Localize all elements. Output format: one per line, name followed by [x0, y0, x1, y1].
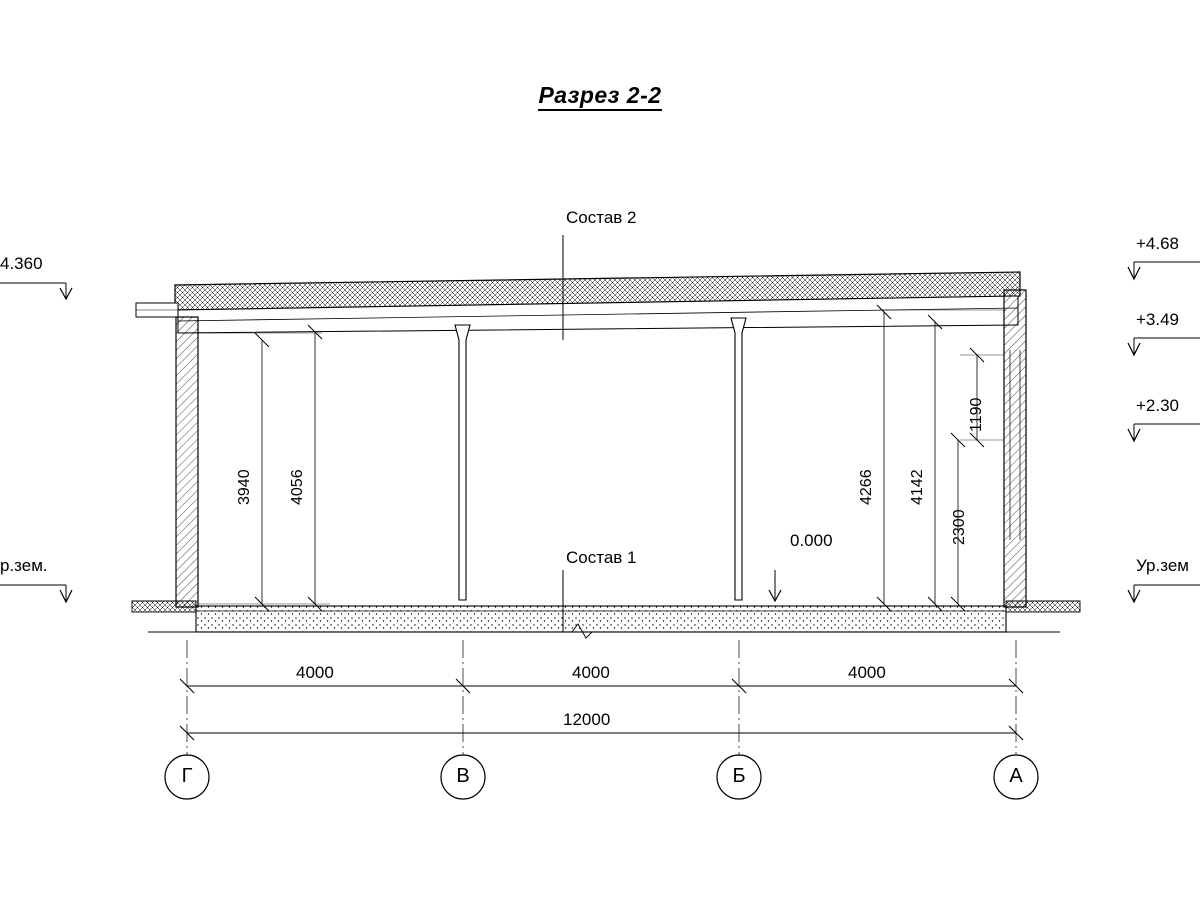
vertical-dim-2300: 2300 — [951, 509, 968, 545]
annotation-sostav-1: Состав 1 — [566, 548, 637, 567]
vertical-dim-4056: 4056 — [289, 469, 306, 505]
level-label-230: +2.30 — [1136, 396, 1180, 415]
level-label-ground-right: Ур.зем — [1136, 556, 1189, 575]
vertical-dim-4142: 4142 — [909, 469, 926, 505]
vertical-dim-1190: 1190 — [968, 397, 985, 432]
level-label-468: +4.68 — [1136, 234, 1180, 253]
axis-mark-g: Г — [181, 765, 193, 787]
level-label-349: +3.49 — [1136, 310, 1180, 329]
bay-dim-3: 4000 — [848, 663, 886, 682]
level-label-4360: 4.360 — [0, 254, 43, 273]
bay-dim-2: 4000 — [572, 663, 610, 682]
vertical-dim-3940: 3940 — [236, 469, 253, 505]
vertical-dim-4266: 4266 — [858, 469, 875, 505]
bay-dim-1: 4000 — [296, 663, 334, 682]
axis-mark-v: В — [456, 765, 470, 787]
axis-mark-a: А — [1009, 765, 1023, 787]
page-title: Разрез 2-2 — [0, 82, 1200, 109]
axis-mark-b: Б — [732, 765, 746, 787]
annotation-zero-level: 0.000 — [790, 531, 833, 550]
level-label-ground-left: р.зем. — [0, 556, 48, 575]
annotation-sostav-2: Состав 2 — [566, 208, 637, 227]
total-dim: 12000 — [563, 710, 611, 729]
